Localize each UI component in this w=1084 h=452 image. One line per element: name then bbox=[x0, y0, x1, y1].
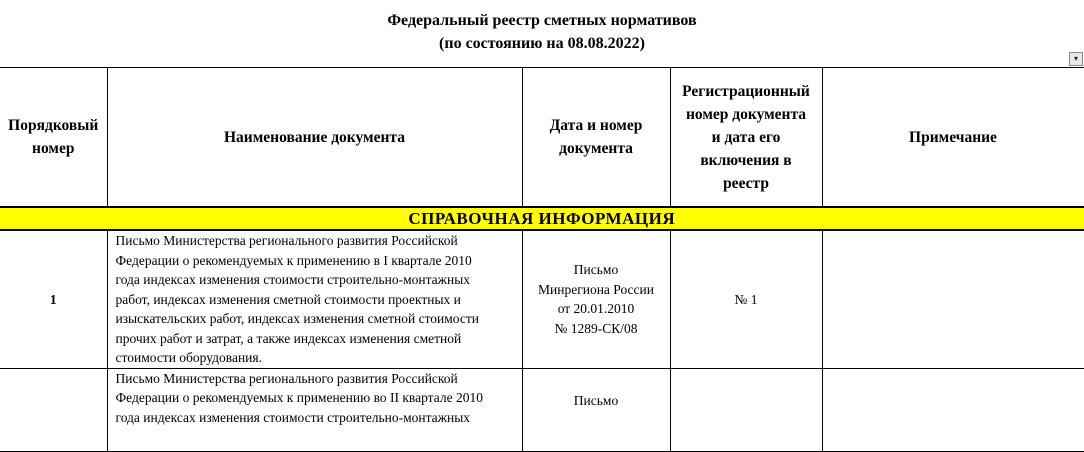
cell-note[interactable] bbox=[822, 368, 1084, 451]
column-header-name[interactable]: Наименование документа bbox=[107, 68, 522, 208]
cell-registration[interactable]: № 1 bbox=[670, 230, 822, 368]
cell-document-date[interactable]: Письмо Минрегиона России от 20.01.2010 № 1289-СК/08 bbox=[522, 230, 670, 368]
table-row bbox=[0, 368, 1084, 451]
cell-document-name[interactable]: Письмо Министерства регионального развития Российской Федерации о рекомендуемых к применению в I квартале 2010 года индексах изменения стоимости строительно-монтажных работ, индексах изменения сметной стоимости проектных и изыскательских работ, индексах изменения сметной стоимости прочих работ и затрат, а также индексах изменения сметной стоимости оборудования. bbox=[107, 230, 522, 368]
table-row bbox=[0, 230, 1084, 368]
column-header-number[interactable]: Порядковый номер bbox=[0, 68, 107, 208]
column-header-note[interactable]: Примечание bbox=[822, 68, 1084, 208]
header-row bbox=[0, 68, 1084, 208]
filter-dropdown-icon[interactable]: ▾ bbox=[1069, 52, 1083, 66]
registry-table-wrap bbox=[0, 67, 1084, 452]
cell-registration[interactable] bbox=[670, 368, 822, 451]
cell-document-name[interactable]: Письмо Министерства регионального развития Российской Федерации о рекомендуемых к применению во II квартале 2010 года индексах изменения стоимости строительно-монтажных bbox=[107, 368, 522, 451]
page-subtitle-date: (по состоянию на 08.08.2022) bbox=[439, 35, 645, 52]
cell-document-date[interactable]: Письмо bbox=[522, 368, 670, 451]
column-header-date[interactable]: Дата и номер документа bbox=[522, 68, 670, 208]
title-area bbox=[0, 0, 1084, 66]
cell-number[interactable] bbox=[0, 368, 107, 451]
cell-note[interactable] bbox=[822, 230, 1084, 368]
registry-table bbox=[0, 67, 1084, 452]
page-title: Федеральный реестр сметных нормативов bbox=[387, 12, 697, 29]
column-header-registration[interactable]: Регистрационный номер документа и дата его включения в реестр bbox=[670, 68, 822, 208]
section-title[interactable]: СПРАВОЧНАЯ ИНФОРМАЦИЯ bbox=[0, 207, 1084, 230]
cell-number[interactable]: 1 bbox=[0, 230, 107, 368]
section-row bbox=[0, 207, 1084, 230]
